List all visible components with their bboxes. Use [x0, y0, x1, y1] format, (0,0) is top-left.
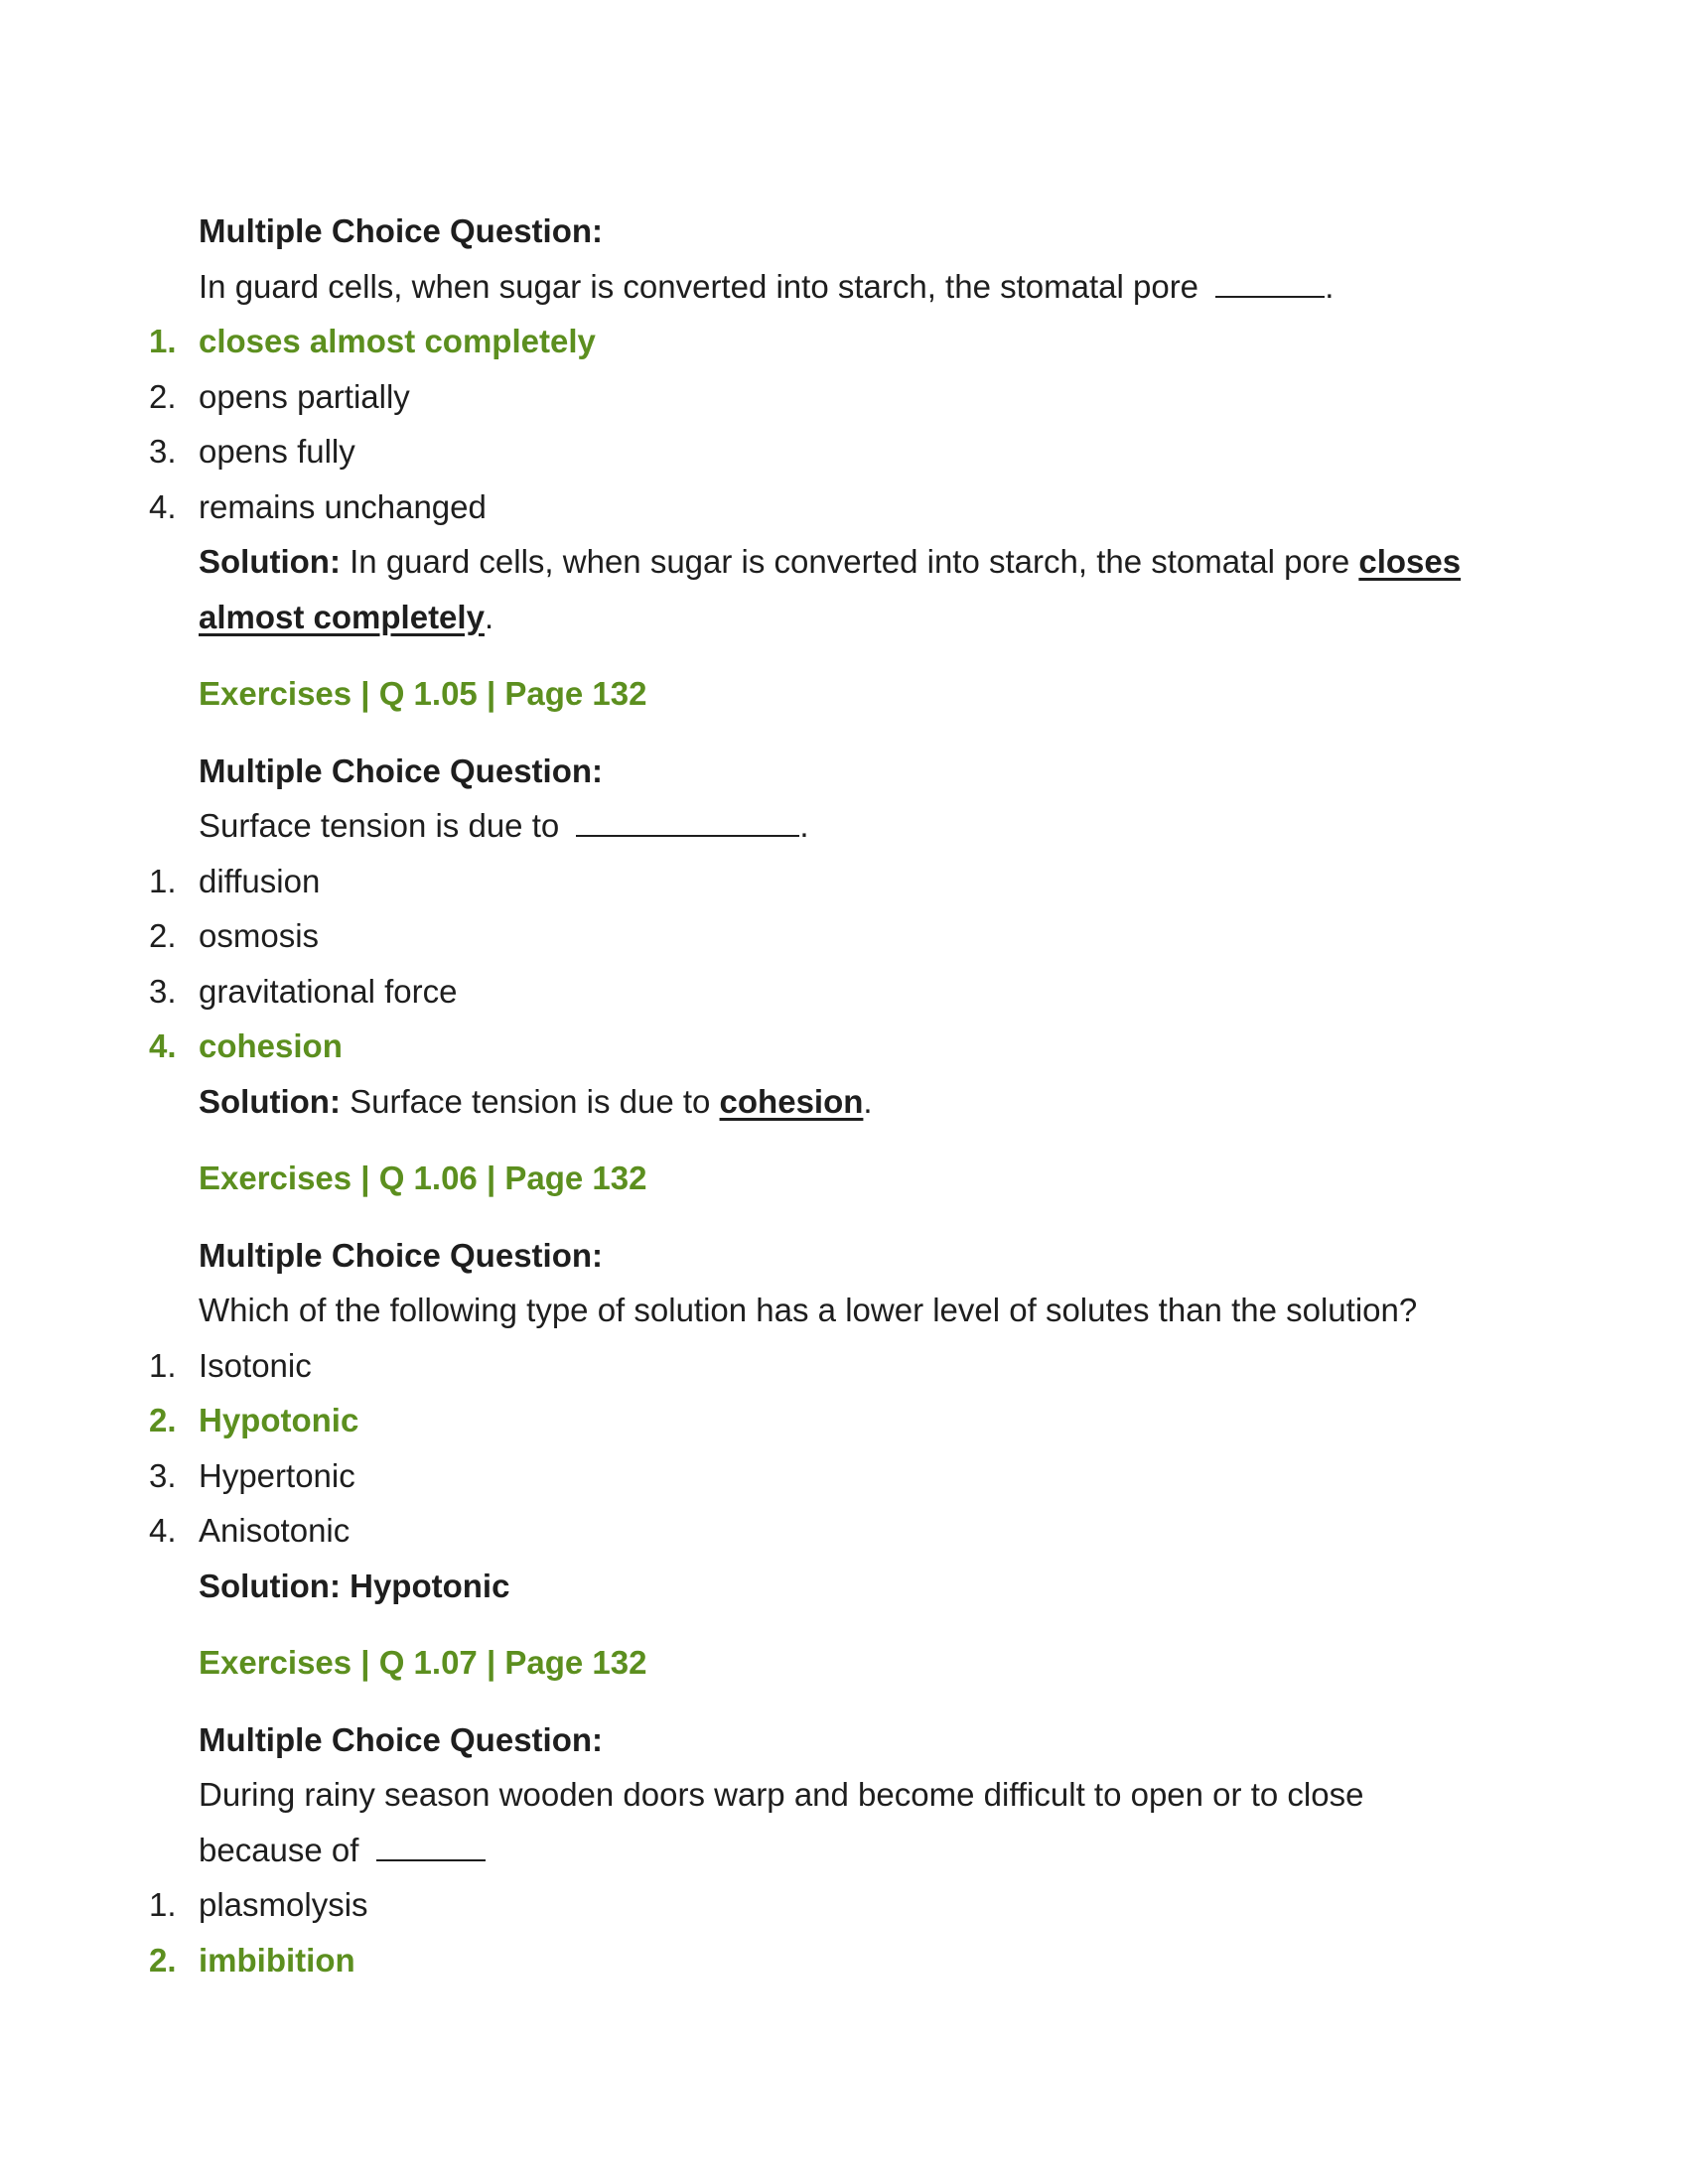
- mcq-label: Multiple Choice Question:: [199, 751, 604, 789]
- option: 1. plasmolysis: [149, 1886, 368, 1923]
- mcq-label: Multiple Choice Question:: [199, 1720, 604, 1758]
- option-correct: 1. closes almost completely: [149, 323, 596, 359]
- option-correct: 4. cohesion: [149, 1027, 343, 1064]
- option-correct: 2. imbibition: [149, 1941, 355, 1979]
- question-text: During rainy season wooden doors warp and become difficult to open or to close: [199, 1776, 1364, 1813]
- question-text: In guard cells, when sugar is converted into starch, the stomatal pore .: [199, 267, 1335, 305]
- question-text-continued: because of: [0, 1823, 1688, 1878]
- option: 3. gravitational force: [149, 972, 458, 1010]
- option: 2. opens partially: [149, 377, 410, 415]
- question-text: Surface tension is due to .: [199, 807, 809, 844]
- question-text: Which of the following type of solution has a lower level of solutes than the solution?: [199, 1292, 1418, 1328]
- option: 4. Anisotonic: [149, 1512, 351, 1549]
- option-correct: 2. Hypotonic: [149, 1402, 359, 1438]
- solution-continued: almost completely.: [199, 598, 494, 635]
- exercise-heading: Exercises | Q 1.06 | Page 132: [199, 1160, 647, 1196]
- option: 4. remains unchanged: [149, 487, 487, 525]
- mcq-label: Multiple Choice Question:: [199, 212, 604, 249]
- exercise-heading: Exercises | Q 1.07 | Page 132: [199, 1644, 647, 1681]
- solution: Solution: Hypotonic: [199, 1567, 510, 1604]
- option: 1. diffusion: [149, 862, 321, 899]
- exercise-heading: Exercises | Q 1.05 | Page 132: [199, 675, 647, 712]
- mcq-label: Multiple Choice Question:: [199, 1236, 604, 1274]
- document-page: [0, 204, 1688, 1987]
- option: 3. opens fully: [149, 433, 355, 470]
- option: 2. osmosis: [149, 917, 320, 954]
- option: 3. Hypertonic: [149, 1456, 355, 1494]
- solution: Solution: Surface tension is due to cohesion.: [199, 1082, 873, 1120]
- option: 1. Isotonic: [149, 1346, 312, 1384]
- solution: Solution: In guard cells, when sugar is converted into starch, the stomatal pore closes: [199, 543, 1462, 580]
